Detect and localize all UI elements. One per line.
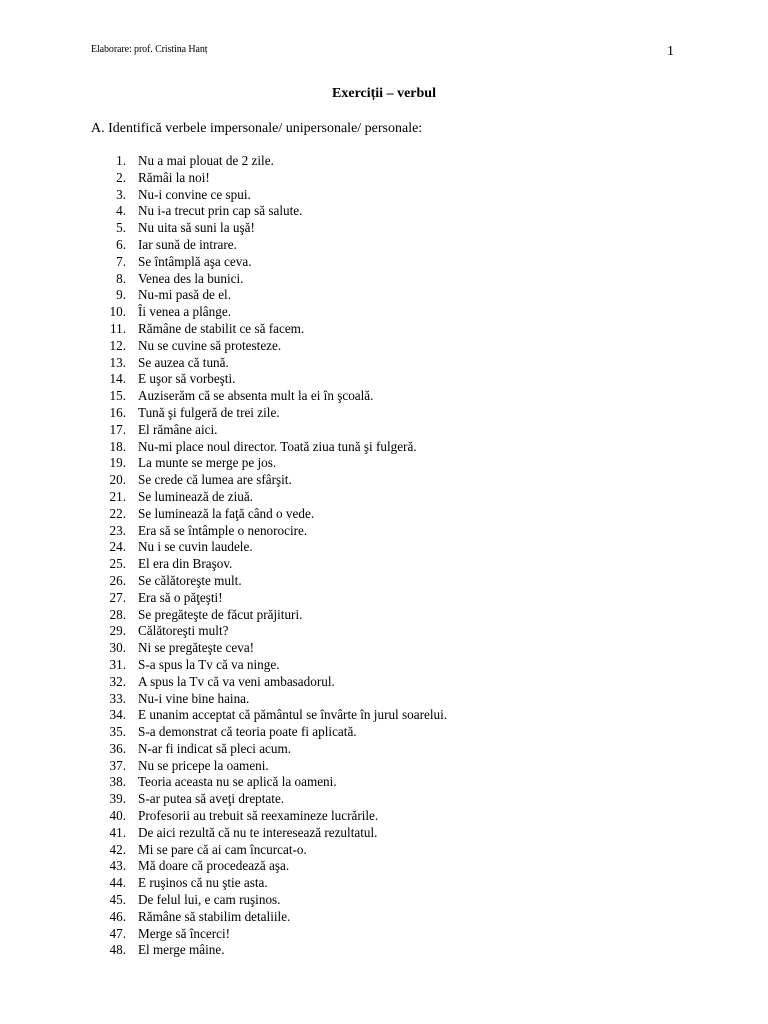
list-item: [91, 187, 447, 204]
list-item: [91, 220, 447, 237]
list-item-text: El merge mâine.: [138, 942, 225, 958]
list-item-text: Iar sună de intrare.: [138, 236, 237, 252]
list-item-text: Se pregăteşte de făcut prăjituri.: [138, 606, 303, 622]
list-item: [91, 153, 447, 170]
list-item-number: 22.: [109, 505, 126, 521]
list-item: [91, 607, 447, 624]
list-item-text: Nu-mi pasă de el.: [138, 287, 232, 303]
list-item-text: Nu-i vine bine haina.: [138, 690, 250, 706]
list-item-text: Era să se întâmple o nenorocire.: [138, 522, 308, 538]
list-item-number: 42.: [109, 841, 126, 857]
list-item-number: 19.: [109, 455, 126, 471]
list-item-number: 1.: [116, 153, 126, 168]
list-item-text: Călătoreşti mult?: [138, 623, 229, 639]
list-item: [91, 724, 447, 741]
list-item: [91, 304, 447, 321]
list-item: [91, 371, 447, 388]
list-item: [91, 321, 447, 338]
list-item-number: 2.: [116, 169, 126, 185]
list-item: [91, 774, 447, 791]
list-item-text: Rămâi la noi!: [138, 169, 210, 185]
list-item-number: 11.: [110, 320, 126, 336]
list-item: [91, 287, 447, 304]
list-item-text: Auziserăm că se absenta mult la ei în şcoală.: [138, 388, 374, 404]
list-item-number: 38.: [109, 774, 126, 790]
list-item: [91, 539, 447, 556]
list-item-text: S-a demonstrat că teoria poate fi aplicată.: [138, 724, 357, 740]
list-item-number: 34.: [109, 707, 126, 723]
list-item: [91, 355, 447, 372]
list-item-number: 16.: [109, 404, 126, 420]
list-item-number: 48.: [109, 942, 126, 958]
list-item-number: 25.: [109, 556, 126, 572]
list-item-text: Rămâne de stabilit ce să facem.: [138, 320, 305, 336]
list-item: [91, 489, 447, 506]
list-item: [91, 791, 447, 808]
list-item: [91, 573, 447, 590]
list-item: [91, 875, 447, 892]
list-item-text: El era din Braşov.: [138, 556, 233, 572]
list-item-number: 17.: [109, 421, 126, 437]
list-item: [91, 657, 447, 674]
list-item-text: Nu i se cuvin laudele.: [138, 539, 253, 555]
list-item-number: 3.: [116, 186, 126, 202]
list-item-number: 44.: [109, 875, 126, 891]
list-item: [91, 926, 447, 943]
list-item-text: Nu a mai plouat de 2 zile.: [138, 153, 274, 168]
list-item: [91, 254, 447, 271]
list-item-number: 20.: [109, 472, 126, 488]
list-item-text: E unanim acceptat că pământul se învârte în jurul soarelui.: [138, 707, 448, 723]
list-item-number: 30.: [109, 640, 126, 656]
exercise-list: [91, 153, 447, 959]
list-item-number: 24.: [109, 539, 126, 555]
list-item: [91, 640, 447, 657]
list-item-text: S-ar putea să aveţi dreptate.: [138, 791, 285, 807]
list-item: [91, 237, 447, 254]
list-item-number: 5.: [116, 220, 126, 236]
list-item-number: 32.: [109, 673, 126, 689]
list-item-text: E ruşinos că nu ştie asta.: [138, 875, 268, 891]
list-item: [91, 623, 447, 640]
list-item-text: Se auzea că tună.: [138, 354, 229, 370]
list-item-text: Nu i-a trecut prin cap să salute.: [138, 203, 303, 219]
list-item-number: 35.: [109, 724, 126, 740]
list-item-text: Se întâmplă aşa ceva.: [138, 253, 252, 269]
list-item-text: Nu-mi place noul director. Toată ziua tună şi fulgeră.: [138, 438, 417, 454]
list-item-number: 47.: [109, 925, 126, 941]
list-item: [91, 892, 447, 909]
list-item-text: Merge să încerci!: [138, 925, 231, 941]
exercise-instruction: A. Identifică verbele impersonale/ unipersonale/ personale:: [91, 121, 423, 136]
list-item: [91, 271, 447, 288]
list-item-number: 41.: [109, 824, 126, 840]
list-item-text: La munte se merge pe jos.: [138, 455, 277, 471]
list-item: [91, 707, 447, 724]
list-item-number: 15.: [109, 388, 126, 404]
list-item-text: Era să o păţeşti!: [138, 589, 223, 605]
list-item-number: 31.: [109, 656, 126, 672]
list-item-number: 4.: [116, 203, 126, 219]
list-item: [91, 556, 447, 573]
list-item: [91, 842, 447, 859]
list-item: [91, 506, 447, 523]
list-item-number: 27.: [109, 589, 126, 605]
list-item: [91, 691, 447, 708]
list-item-text: Se luminează de ziuă.: [138, 488, 253, 504]
list-item-number: 18.: [109, 438, 126, 454]
list-item: [91, 674, 447, 691]
list-item-text: Se crede că lumea are sfârşit.: [138, 472, 292, 488]
list-item-number: 7.: [116, 253, 126, 269]
list-item: [91, 422, 447, 439]
page-number: 1: [667, 44, 674, 59]
list-item-text: De felul lui, e cam ruşinos.: [138, 892, 281, 908]
list-item-text: N-ar fi indicat să pleci acum.: [138, 740, 292, 756]
list-item-text: Rămâne să stabilim detaliile.: [138, 908, 291, 924]
list-item-text: Tună şi fulgeră de trei zile.: [138, 404, 280, 420]
list-item: [91, 405, 447, 422]
list-item-text: Se călătoreşte mult.: [138, 572, 242, 588]
page-title: Exerciții – verbul: [332, 86, 436, 101]
list-item-number: 26.: [109, 572, 126, 588]
list-item: [91, 758, 447, 775]
list-item-text: Teoria aceasta nu se aplică la oameni.: [138, 774, 337, 790]
header-author: Elaborare: prof. Cristina Hanț: [91, 44, 208, 55]
list-item-number: 29.: [109, 623, 126, 639]
list-item-number: 36.: [109, 740, 126, 756]
list-item: [91, 170, 447, 187]
list-item: [91, 909, 447, 926]
list-item-number: 8.: [116, 270, 126, 286]
list-item-text: Ni se pregăteşte ceva!: [138, 640, 255, 656]
list-item-number: 28.: [109, 606, 126, 622]
list-item-number: 14.: [109, 371, 126, 387]
list-item-number: 46.: [109, 908, 126, 924]
list-item-number: 33.: [109, 690, 126, 706]
list-item: [91, 808, 447, 825]
list-item-text: Mă doare că procedează aşa.: [138, 858, 290, 874]
list-item-text: Profesorii au trebuit să reexamineze lucrările.: [138, 808, 379, 824]
list-item: [91, 455, 447, 472]
list-item: [91, 825, 447, 842]
list-item: [91, 388, 447, 405]
list-item-text: Nu-i convine ce spui.: [138, 186, 251, 202]
list-item-number: 10.: [109, 304, 126, 320]
list-item-text: E uşor să vorbeşti.: [138, 371, 236, 387]
list-item-text: De aici rezultă că nu te interesează rezultatul.: [138, 824, 378, 840]
list-item: [91, 523, 447, 540]
list-item: [91, 203, 447, 220]
list-item-text: Nu se pricepe la oameni.: [138, 757, 269, 773]
list-item: [91, 338, 447, 355]
list-item-text: A spus la Tv că va veni ambasadorul.: [138, 673, 335, 689]
list-item-text: Nu se cuvine să protesteze.: [138, 337, 282, 353]
list-item: [91, 472, 447, 489]
list-item: [91, 590, 447, 607]
list-item-text: El rămâne aici.: [138, 421, 218, 437]
list-item-number: 23.: [109, 522, 126, 538]
list-item-number: 12.: [109, 337, 126, 353]
list-item-number: 43.: [109, 858, 126, 874]
list-item-number: 13.: [109, 354, 126, 370]
list-item-text: S-a spus la Tv că va ninge.: [138, 656, 280, 672]
list-item: [91, 439, 447, 456]
list-item-number: 21.: [109, 488, 126, 504]
list-item-text: Nu uita să suni la uşă!: [138, 220, 255, 236]
list-item-number: 45.: [109, 892, 126, 908]
list-item-number: 6.: [116, 236, 126, 252]
list-item-text: Îi venea a plânge.: [138, 304, 231, 320]
list-item-number: 39.: [109, 791, 126, 807]
list-item-text: Venea des la bunici.: [138, 270, 244, 286]
list-item-number: 40.: [109, 808, 126, 824]
list-item-number: 37.: [109, 757, 126, 773]
list-item: [91, 858, 447, 875]
list-item-number: 9.: [116, 287, 126, 303]
list-item-text: Mi se pare că ai cam încurcat-o.: [138, 841, 307, 857]
list-item: [91, 942, 447, 959]
list-item: [91, 741, 447, 758]
list-item-text: Se luminează la faţă când o vede.: [138, 505, 315, 521]
